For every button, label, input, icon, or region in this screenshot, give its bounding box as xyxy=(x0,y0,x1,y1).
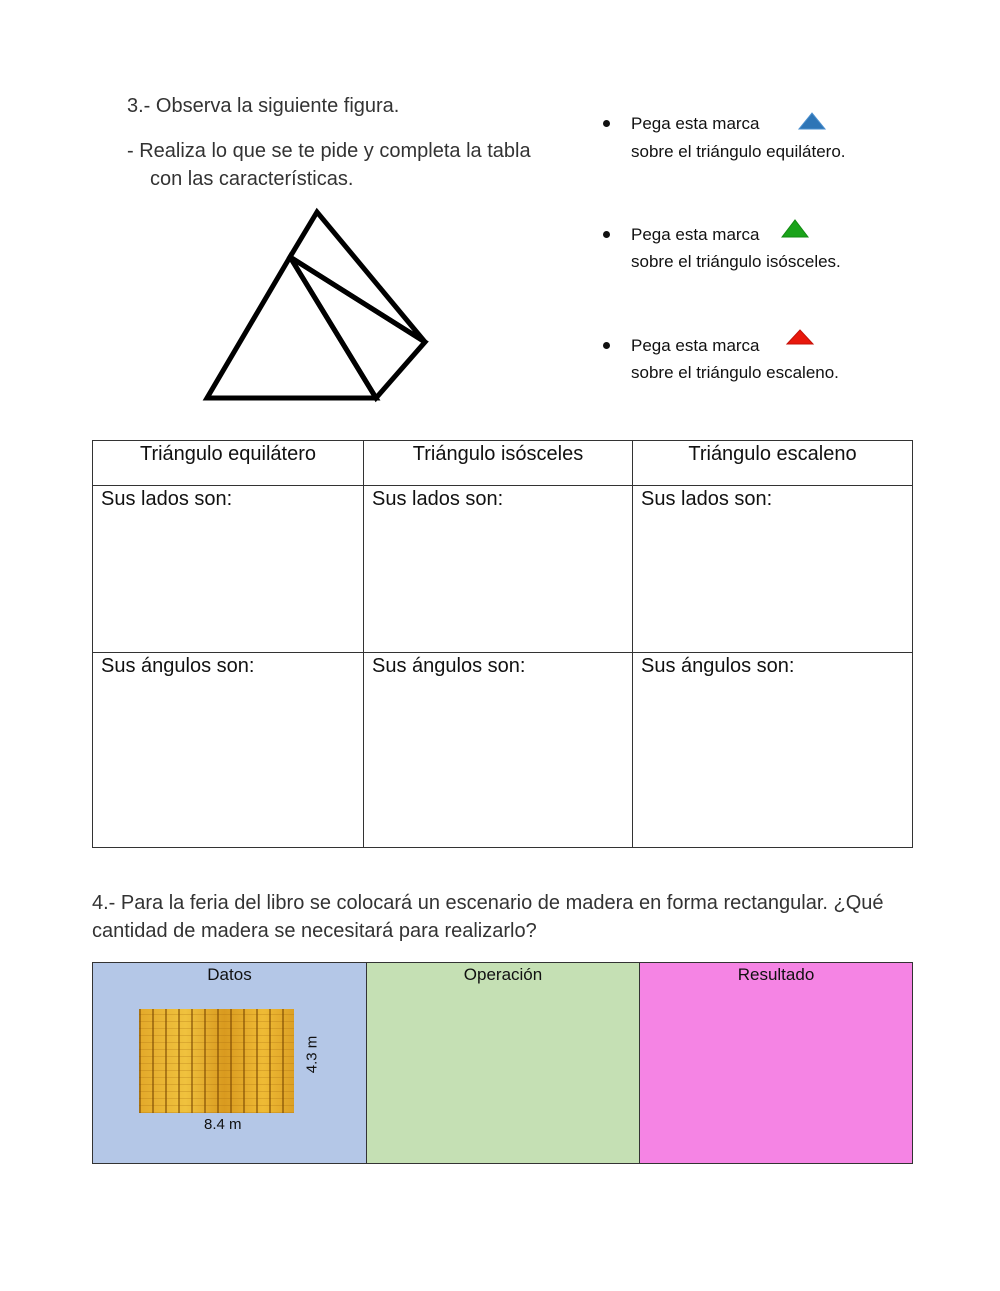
green-triangle-marker[interactable] xyxy=(780,218,810,240)
exercise-3-instruction-line1: - Realiza lo que se te pide y completa la tabla xyxy=(127,140,531,162)
triangle-left[interactable] xyxy=(207,257,376,398)
operacion-box[interactable] xyxy=(366,962,640,1164)
resultado-box[interactable] xyxy=(639,962,913,1164)
header-equilateral: Triángulo equilátero xyxy=(93,441,364,486)
red-triangle-marker[interactable] xyxy=(785,327,815,347)
resultado-title: Resultado xyxy=(737,965,815,984)
marker-equilateral-line2: sobre el triángulo equilátero. xyxy=(631,142,846,161)
bullet xyxy=(603,231,610,238)
equilateral-angles-cell[interactable]: Sus ángulos son: xyxy=(93,653,364,848)
marker-equilateral-line1: Pega esta marca xyxy=(631,114,760,133)
bullet xyxy=(603,342,610,349)
bullet xyxy=(603,120,610,127)
triangle-characteristics-table xyxy=(92,440,913,848)
stage-width-label: 8.4 m xyxy=(204,1116,242,1133)
header-isosceles: Triángulo isósceles xyxy=(364,441,633,486)
scalene-sides-cell[interactable]: Sus lados son: xyxy=(633,486,913,653)
marker-isosceles-line2: sobre el triángulo isósceles. xyxy=(631,252,841,271)
header-scalene: Triángulo escaleno xyxy=(633,441,913,486)
marker-scalene-line1: Pega esta marca xyxy=(631,336,760,355)
exercise-3-instruction-line2: con las características. xyxy=(150,168,354,190)
wood-stage-image xyxy=(139,1009,294,1113)
equilateral-sides-cell[interactable]: Sus lados son: xyxy=(93,486,364,653)
operacion-title: Operación xyxy=(463,965,543,984)
exercise-4-question: 4.- Para la feria del libro se colocará un escenario de madera en forma rectangular. ¿Qué cantidad de madera se necesitará para realizarlo? xyxy=(92,892,884,942)
isosceles-angles-cell[interactable]: Sus ángulos son: xyxy=(364,653,633,848)
triangle-figure xyxy=(195,200,440,410)
blue-triangle-marker[interactable] xyxy=(797,110,827,132)
datos-title: Datos xyxy=(207,965,252,984)
triangle-top[interactable] xyxy=(290,212,425,342)
exercise-3-title: 3.- Observa la siguiente figura. xyxy=(127,95,400,117)
triangle-right[interactable] xyxy=(290,257,425,398)
isosceles-sides-cell[interactable]: Sus lados son: xyxy=(364,486,633,653)
stage-height-label: 4.3 m xyxy=(303,1035,321,1074)
scalene-angles-cell[interactable]: Sus ángulos son: xyxy=(633,653,913,848)
marker-scalene-line2: sobre el triángulo escaleno. xyxy=(631,363,839,382)
marker-isosceles-line1: Pega esta marca xyxy=(631,225,760,244)
